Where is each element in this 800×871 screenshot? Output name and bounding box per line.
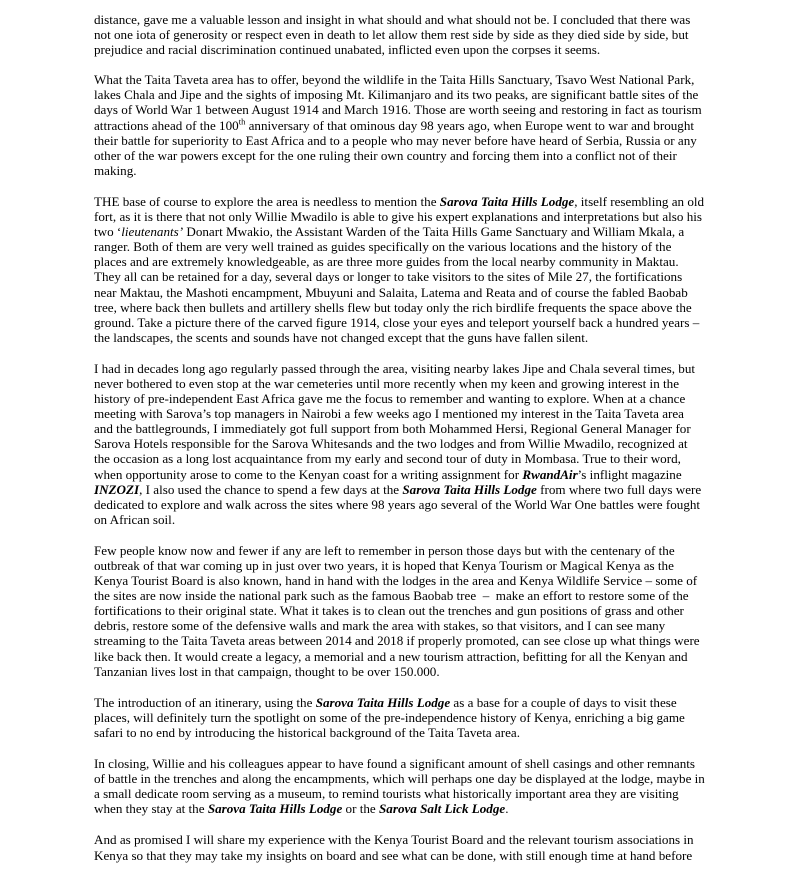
text-run: anniversary of that ominous day 98 years ago, when Europe went to war and brought their battle for superiority to East Africa and to a people who may never before have heard of Serbia, Russia or any other of the war powers except for the one ruling their own country and forcing them into a conflict not of their making. (94, 117, 697, 178)
paragraph-4 (94, 361, 706, 527)
text-run: And as promised I will share my experience with the Kenya Tourist Board and the relevant tourism associations in Kenya so that they may take my insights on board and see what can be done, with still enough time at hand before (94, 832, 694, 863)
magazine-name-emphasis: INZOZI (94, 481, 140, 497)
lodge-name-emphasis: Sarova Taita Hills Lodge (439, 193, 575, 209)
text-run: , itself resembling an old fort, as it is there that not only Willie Mwadilo is able to give his expert explanations and interpretations but also his two ‘ (94, 193, 705, 240)
text-run: ’s inflight magazine (577, 466, 682, 482)
text-run: The introduction of an itinerary, using the (94, 694, 316, 710)
text-run: , I also used the chance to spend a few days at the (139, 481, 403, 497)
text-run: Donart Mwakio, the Assistant Warden of the Taita Hills Game Sanctuary and William Mkala, a ranger. Both of them are very well trained as guides specifically on the various locations and the history of the places and are extremely knowledgeable, as are three more guides from the local nearby community in Maktau. They all can be retained for a day, several days or longer to take visitors to the sites of Mile 27, the fortifications near Maktau, the Mashoti encampment, Mbuyuni and Salaita, Latema and Reata and of course the fabled Baobab tree, where back then bullets and artillery shells flew but today only the rich birdlife frequents the space above the ground. Take a picture there of the carved figure 1914, close your eyes and teleport yourself back a hundred years – the landscapes, the scents and sounds have not changed except that the guns have fallen silent. (94, 224, 700, 345)
paragraph-6 (94, 695, 706, 740)
paragraph-5 (94, 543, 706, 679)
text-run: or the (342, 801, 380, 817)
paragraph-8 (94, 832, 706, 862)
lodge-name-emphasis: Sarova Taita Hills Lodge (207, 801, 343, 817)
paragraph-1 (94, 12, 706, 57)
lodge-name-emphasis: Sarova Taita Hills Lodge (315, 694, 451, 710)
paragraph-3 (94, 194, 706, 345)
lodge-name-emphasis: Sarova Taita Hills Lodge (402, 481, 537, 497)
lodge-name-emphasis: Sarova Salt Lick Lodge (379, 801, 506, 817)
text-run: from where two full days were dedicated to explore and walk across the sites where 98 years ago several of the World War One battles were fought on African soil. (94, 481, 702, 527)
text-run: distance, gave me a valuable lesson and insight in what should and what should not be. I concluded that there was not one iota of generosity or respect even in death to let allow them rest side by side as they died side by side, but prejudice and racial discrimination continued unabated, inflicted even upon the corpses it seems. (94, 12, 691, 58)
paragraph-2 (94, 72, 706, 178)
text-run: Few people know now and fewer if any are left to remember in person those days but with the centenary of the outbreak of that war coming up in just over two years, it is hoped that Kenya Tourism or Magical Kenya as the Kenya Tourist Board is also known, hand in hand with the lodges in the area and Kenya Wildlife Service – some of the sites are now inside the national park such as the famous Baobab tree – make an effort to restore some of the fortifications to their original state. What it takes is to clean out the trenches and gun positions of grass and other debris, restore some of the defensive walls and mark the area with stakes, so that visitors, and I can see many streaming to the Taita Taveta areas between 2014 and 2018 if properly promoted, can see close up what things were like back then. It would create a legacy, a memorial and a new tourism attraction, befitting for all the Kenyan and Tanzanian lives lost in that campaign, thought to be over 150.000. (94, 542, 700, 679)
paragraph-7 (94, 756, 706, 816)
text-run: In closing, Willie and his colleagues appear to have found a significant amount of shell casings and other remnants of battle in the trenches and along the encampments, which will perhaps one day be displayed at the lodge, maybe in a small dedicate room serving as a museum, to remind tourists what historically important area they are visiting when they stay at the (94, 756, 705, 817)
airline-name-emphasis: RwandAir (522, 466, 578, 482)
text-run: . (505, 801, 509, 817)
superscript-ordinal: th (238, 116, 246, 127)
text-run: What the Taita Taveta area has to offer, beyond the wildlife in the Taita Hills Sanctuary, Tsavo West National Park, lakes Chala and Jipe and the sights of imposing Mt. Kilimanjaro and its two peaks, are significant battle sites of the days of World War 1 between August 1914 and March 1916. Those are worth seeing and restoring in fact as tourism attractions ahead of the 100 (94, 72, 702, 133)
italic-term: lieutenants’ (121, 224, 184, 240)
text-run: THE base of course to explore the area is needless to mention the (94, 193, 440, 209)
text-run: I had in decades long ago regularly passed through the area, visiting nearby lakes Jipe and Chala several times, but never bothered to even stop at the war cemeteries until more recently when my keen and growing interest in the history of pre-independent East Africa gave me the focus to remember and wanting to explore. When at a chance meeting with Sarova’s top managers in Nairobi a few weeks ago I mentioned my interest in the Taita Taveta area and the battlegrounds, I immediately got full support from both Mohammed Hersi, Regional General Manager for Sarova Hotels responsible for the Sarova Whitesands and the two lodges and from Willie Mwadilo, recognized at the occasion as a long lost acquaintance from my early and second tour of duty in Mombasa. True to their word, when opportunity arose to come to the Kenyan coast for a writing assignment for (94, 360, 696, 482)
text-run: as a base for a couple of days to visit these places, will definitely turn the spotlight on some of the pre-independence history of Kenya, enriching a big game safari to no end by introducing the historical background of the Taita Taveta area. (94, 694, 685, 740)
